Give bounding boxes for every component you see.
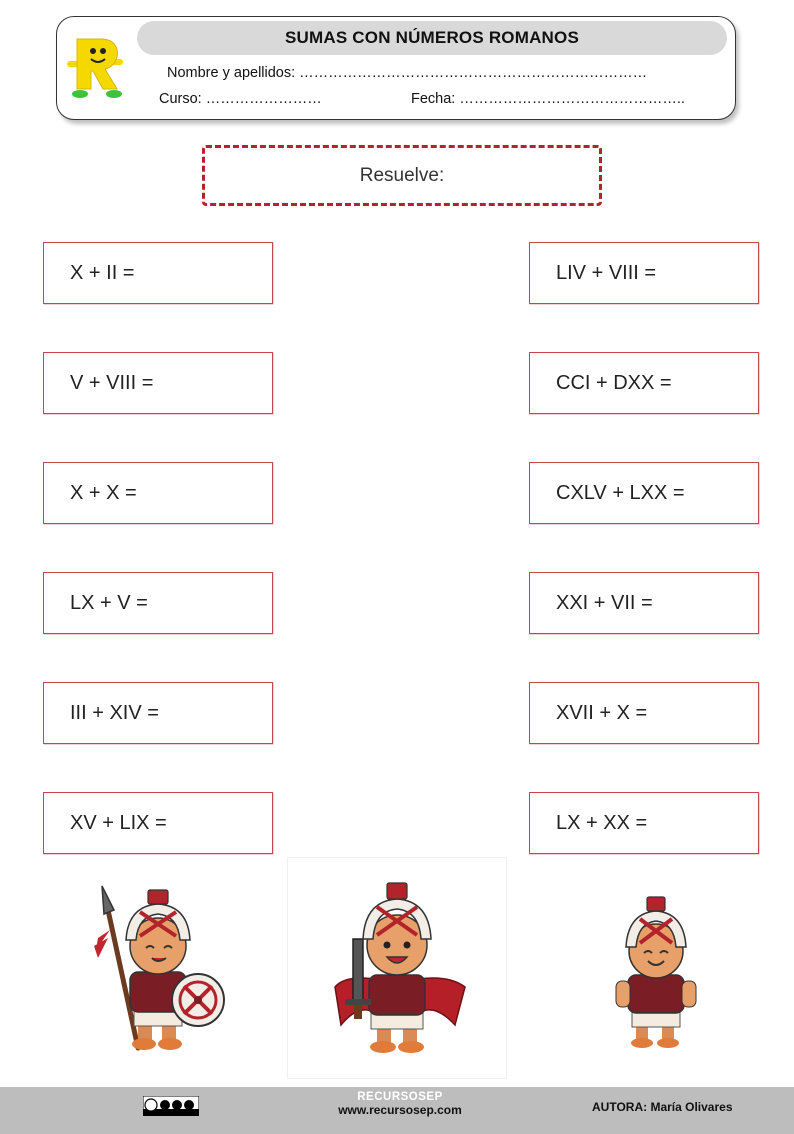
- exercise-left-4: LX + V =: [43, 572, 273, 634]
- site-info: [300, 1091, 500, 1117]
- exercise-right-4: XXI + VII =: [529, 572, 759, 634]
- site-url[interactable]: www.recursosep.com: [338, 1103, 462, 1117]
- author-credit: AUTORA: María Olivares: [592, 1100, 733, 1114]
- worksheet-header: [56, 16, 736, 120]
- roman-soldier-sword-cape: [315, 875, 480, 1060]
- creative-commons-by-nc-sa-icon: [143, 1096, 199, 1116]
- exercise-left-1: X + II =: [43, 242, 273, 304]
- fecha-field: Fecha: ………………………………………..: [411, 91, 685, 107]
- roman-soldier-standing: [606, 895, 706, 1055]
- exercise-right-2: CCI + DXX =: [529, 352, 759, 414]
- brand-name: RECURSOSEP: [357, 1091, 443, 1103]
- exercise-right-5: XVII + X =: [529, 682, 759, 744]
- page-title: SUMAS CON NÚMEROS ROMANOS: [137, 21, 727, 55]
- exercise-left-2: V + VIII =: [43, 352, 273, 414]
- exercise-left-3: X + X =: [43, 462, 273, 524]
- exercise-right-3: CXLV + LXX =: [529, 462, 759, 524]
- letter-r-mascot-icon: [63, 35, 129, 101]
- exercise-left-6: XV + LIX =: [43, 792, 273, 854]
- exercise-right-1: LIV + VIII =: [529, 242, 759, 304]
- instruction-box: Resuelve:: [202, 145, 602, 206]
- footer: [0, 1087, 794, 1134]
- exercise-right-6: LX + XX =: [529, 792, 759, 854]
- roman-soldier-spear-shield: [80, 880, 230, 1055]
- name-field: Nombre y apellidos: ………………………………………………………………: [167, 65, 648, 81]
- exercise-left-5: III + XIV =: [43, 682, 273, 744]
- curso-field: Curso: ……………………: [159, 91, 322, 107]
